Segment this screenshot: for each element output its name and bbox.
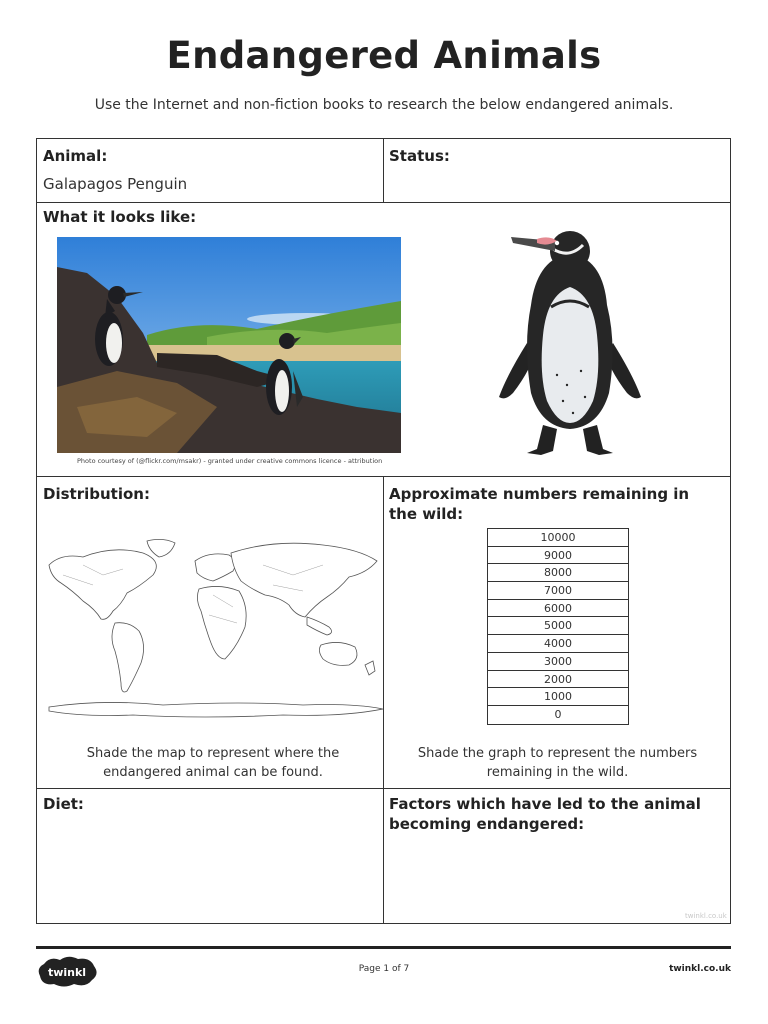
scale-row: 1000: [488, 688, 628, 706]
page-title: Endangered Animals: [166, 34, 602, 77]
diet-label: Diet:: [43, 795, 84, 813]
distribution-label: Distribution:: [43, 485, 150, 503]
scale-row: 0: [554, 707, 562, 721]
distribution-note: [43, 744, 383, 782]
population-scale[interactable]: [487, 528, 629, 725]
status-label: Status:: [389, 147, 450, 165]
penguin-illustration: [497, 225, 643, 461]
scale-row: 3000: [488, 653, 628, 671]
scale-row: 5000: [488, 617, 628, 635]
scale-row: 9000: [488, 547, 628, 565]
photo-caption: Photo courtesy of (@flickr.com/msakr) - granted under creative commons licence - attribution: [77, 457, 383, 465]
scale-row: 2000: [488, 671, 628, 689]
scale-row: 7000: [488, 582, 628, 600]
site-url: twinkl.co.uk: [669, 964, 731, 974]
logo-text: twinkl: [47, 966, 87, 979]
scale-row: 6000: [488, 600, 628, 618]
looks-label: What it looks like:: [43, 208, 197, 226]
world-map[interactable]: [43, 535, 385, 725]
numbers-note: [385, 744, 730, 782]
animal-label: Animal:: [43, 147, 108, 165]
footer-divider: [36, 946, 731, 949]
watermark: twinkl.co.uk: [685, 912, 727, 920]
numbers-note-line-1: Shade the graph to represent the numbers: [417, 746, 698, 761]
page-subtitle: Use the Internet and non-fiction books to research the below endangered animals.: [94, 97, 674, 113]
page-number: Page 1 of 7: [358, 964, 410, 974]
penguin-photo: [57, 237, 401, 453]
animal-value: Galapagos Penguin: [43, 175, 188, 193]
column-divider: [383, 139, 384, 202]
distribution-note-line-1: Shade the map to represent where the: [86, 746, 340, 761]
factors-label: [389, 794, 701, 834]
scale-row: 10000: [488, 529, 628, 547]
distribution-note-line-2: endangered animal can be found.: [103, 765, 323, 780]
numbers-label: [389, 484, 689, 524]
numbers-note-line-2: remaining in the wild.: [486, 765, 629, 780]
factors-label-line-1: Factors which have led to the animal: [389, 795, 701, 813]
numbers-label-line-1: Approximate numbers remaining in: [389, 485, 690, 503]
numbers-label-line-2: the wild:: [389, 505, 464, 523]
factors-label-line-2: becoming endangered:: [389, 815, 585, 833]
worksheet-table: [36, 138, 731, 924]
row-divider: [37, 202, 730, 203]
scale-row: 4000: [488, 635, 628, 653]
scale-row: 8000: [488, 564, 628, 582]
